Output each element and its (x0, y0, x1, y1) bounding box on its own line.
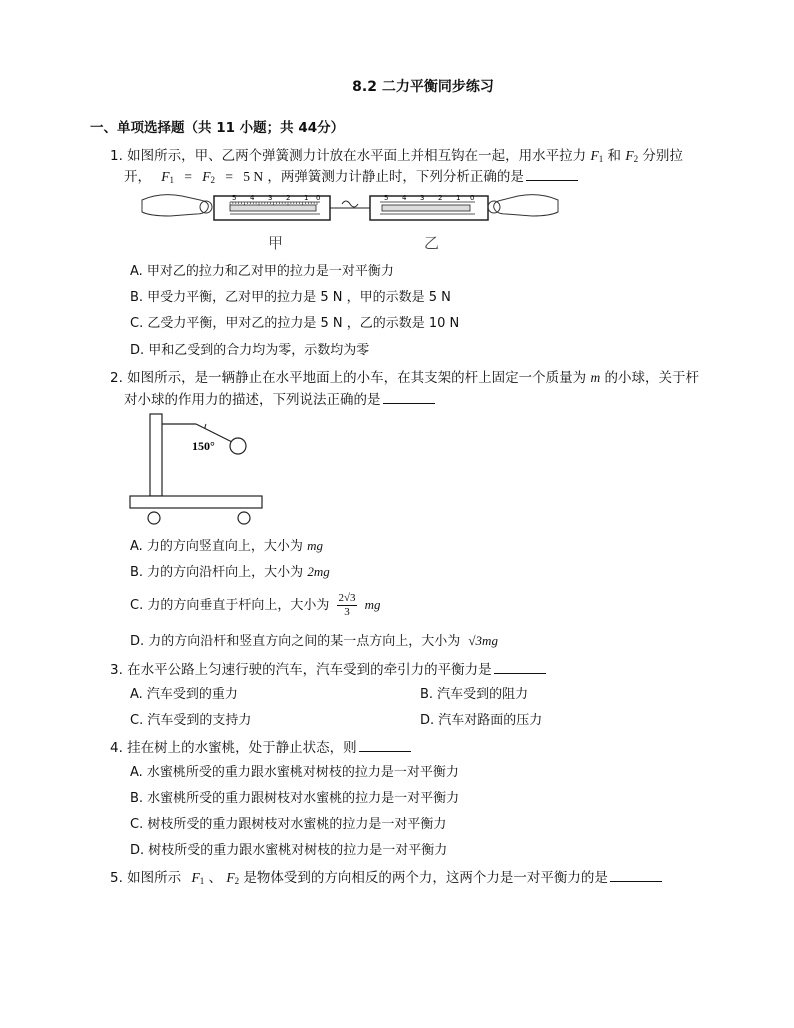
scale-a-num-0: 5 (232, 194, 237, 202)
page-title: 8.2 二力平衡同步练习 (352, 79, 494, 95)
q4-stem: 4. 挂在树上的水蜜桃，处于静止状态，则 (110, 736, 411, 756)
q2-option-b[interactable]: B. 力的方向沿杆向上，大小为 2mg (130, 564, 330, 580)
scale-b-num-2: 3 (420, 194, 425, 202)
scale-a-num-5: 0 (316, 194, 321, 202)
q2-option-c[interactable]: C. 力的方向垂直于杆向上，大小为 $\frac{2√3}{3}$ mg (130, 592, 381, 618)
left-hand-icon (142, 195, 208, 216)
q4-option-b[interactable]: B. 水蜜桃所受的重力跟树枝对水蜜桃的拉力是一对平衡力 (130, 791, 460, 806)
scale-a-num-1: 4 (250, 194, 255, 202)
wheel-left (148, 512, 160, 524)
answer-blank[interactable] (610, 869, 662, 882)
answer-blank[interactable] (494, 661, 546, 674)
q4-option-c[interactable]: C. 树枝所受的重力跟树枝对水蜜桃的拉力是一对平衡力 (130, 817, 447, 832)
answer-blank[interactable] (359, 739, 411, 752)
q3-stem: 3. 在水平公路上匀速行驶的汽车，汽车受到的牵引力的平衡力是 (110, 658, 546, 678)
q2-option-d[interactable]: D. 力的方向沿杆和竖直方向之间的某一点方向上，大小为 √3mg (130, 633, 498, 649)
scale-a-num-3: 2 (286, 194, 291, 202)
q1-option-a[interactable]: A. 甲对乙的拉力和乙对甲的拉力是一对平衡力 (130, 264, 394, 279)
q4-option-a[interactable]: A. 水蜜桃所受的重力跟水蜜桃对树枝的拉力是一对平衡力 (130, 765, 459, 780)
right-hand-icon (494, 195, 558, 216)
cart-pole (150, 414, 162, 496)
q3-option-c[interactable]: C. 汽车受到的支持力 (130, 713, 252, 728)
q5-stem: 5. 如图所示 $F_1$ 、 $F_2$ 是物体受到的方向相反的两个力，这两个力是一对平衡力的是 (110, 866, 662, 886)
q4-option-d[interactable]: D. 树枝所受的重力跟水蜜桃对树枝的拉力是一对平衡力 (130, 843, 448, 858)
q2-option-a[interactable]: A. 力的方向竖直向上，大小为 mg (130, 538, 323, 554)
fraction: $\frac{2√3}{3}$ (338, 592, 356, 618)
q2-line2: 对小球的作用力的描述，下列说法正确的是 (124, 388, 435, 408)
scale-a-num-2: 3 (268, 194, 273, 202)
q1-figure (140, 186, 560, 256)
q1-option-c[interactable]: C. 乙受力平衡，甲对乙的拉力是 5 N ，乙的示数是 10 N (130, 316, 460, 331)
q1-option-d[interactable]: D. 甲和乙受到的合力均为零，示数均为零 (130, 343, 370, 358)
section-heading: 一、单项选择题（共 11 小题；共 44分） (90, 120, 345, 136)
scale-b-num-5: 0 (470, 194, 475, 202)
scale-b-num-0: 5 (384, 194, 389, 202)
wheel-right (238, 512, 250, 524)
q3-option-b[interactable]: B. 汽车受到的阻力 (420, 687, 529, 702)
scale-a-num-4: 1 (304, 194, 309, 202)
scale-b-num-4: 1 (456, 194, 461, 202)
q1-line2: 开， $F_1 = F_2 = 5$ N ，两弹簧测力计静止时，下列分析正确的是 (124, 165, 578, 185)
q2-figure (126, 410, 266, 530)
q1-line1: 1. 如图所示，甲、乙两个弹簧测力计放在水平面上并相互钩在一起，用水平拉力 $F_1$ 和 $F_2$ 分别拉 (110, 148, 683, 164)
ball (230, 438, 246, 454)
scale-b-num-3: 2 (438, 194, 443, 202)
angle-label: 150° (192, 439, 215, 453)
fig-label-yi: 乙 (424, 234, 440, 252)
answer-blank[interactable] (383, 391, 435, 404)
q3-option-a[interactable]: A. 汽车受到的重力 (130, 687, 238, 702)
answer-blank[interactable] (526, 168, 578, 181)
fig-label-jia: 甲 (268, 234, 284, 252)
cart-base (130, 496, 262, 508)
q3-option-d[interactable]: D. 汽车对路面的压力 (420, 713, 543, 728)
q1-option-b[interactable]: B. 甲受力平衡，乙对甲的拉力是 5 N ，甲的示数是 5 N (130, 290, 451, 305)
scale-b-num-1: 4 (402, 194, 407, 202)
q2-line1: 2. 如图所示，是一辆静止在水平地面上的小车，在其支架的杆上固定一个质量为 m 的小球，关于杆 (110, 370, 700, 386)
